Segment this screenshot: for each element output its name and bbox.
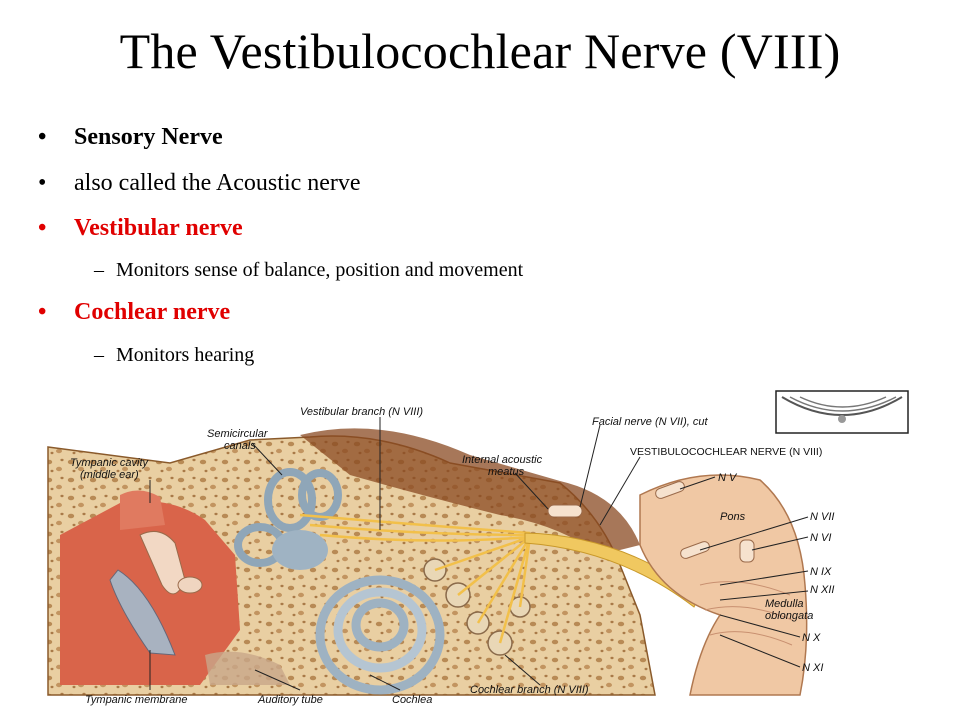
label-tympanic-membrane: Tympanic membrane [85, 694, 188, 706]
bullet-vestibular-nerve [38, 215, 243, 242]
slide-title: The Vestibulocochlear Nerve (VIII) [119, 23, 841, 79]
label-tympanic-cavity: Tympanic cavity [70, 457, 149, 469]
bullet-text: Vestibular nerve [74, 215, 243, 241]
sub-bullet-text: Monitors sense of balance, position and movement [116, 259, 524, 281]
dash-marker: – [94, 344, 104, 366]
label-n9: N IX [810, 566, 832, 578]
bullet-text: also called the Acoustic nerve [74, 170, 361, 196]
bullet-marker: • [38, 215, 47, 241]
label-cochlea: Cochlea [392, 694, 433, 706]
label-pons: Pons [720, 511, 746, 523]
label-facial-nerve: Facial nerve (N VII), cut [592, 416, 708, 428]
ear-anatomy-illustration [0, 385, 960, 720]
bullet-cochlear-nerve [38, 299, 231, 326]
bullet-acoustic-nerve [38, 170, 361, 197]
label-cochlear-branch: Cochlear branch (N VIII) [470, 684, 589, 696]
label-n11: N XI [802, 662, 824, 674]
bullet-marker: • [38, 170, 47, 196]
label-n7: N VII [810, 511, 835, 523]
label-internal-acoustic-meatus-2: meatus [488, 466, 525, 478]
bullet-marker: • [38, 124, 47, 150]
brain-inset-thumbnail [776, 391, 908, 433]
label-n5: N V [718, 472, 737, 484]
bullet-sensory-nerve [38, 124, 223, 151]
label-auditory-tube: Auditory tube [258, 694, 323, 706]
label-vestibulocochlear-nerve: VESTIBULOCOCHLEAR NERVE (N VIII) [630, 446, 823, 458]
sub-bullet-text: Monitors hearing [116, 344, 255, 366]
sub-bullet-balance [94, 259, 524, 282]
dash-marker: – [94, 259, 104, 281]
label-n6: N VI [810, 532, 832, 544]
label-medulla-2: oblongata [765, 610, 814, 622]
sub-bullet-hearing [94, 344, 255, 367]
label-vestibular-branch: Vestibular branch (N VIII) [300, 406, 424, 418]
label-semicircular-canals: Semicircular [207, 428, 268, 440]
bullet-text: Sensory Nerve [74, 124, 223, 150]
label-tympanic-cavity-2: (middle ear) [80, 469, 139, 481]
label-n12: N XII [810, 584, 835, 596]
label-internal-acoustic-meatus: Internal acoustic [462, 454, 543, 466]
label-n10: N X [802, 632, 821, 644]
vestibule [272, 530, 328, 570]
label-semicircular-canals-2: canals [224, 440, 256, 452]
label-medulla: Medulla [765, 598, 804, 610]
bullet-marker: • [38, 299, 47, 325]
bullet-text: Cochlear nerve [74, 299, 231, 325]
